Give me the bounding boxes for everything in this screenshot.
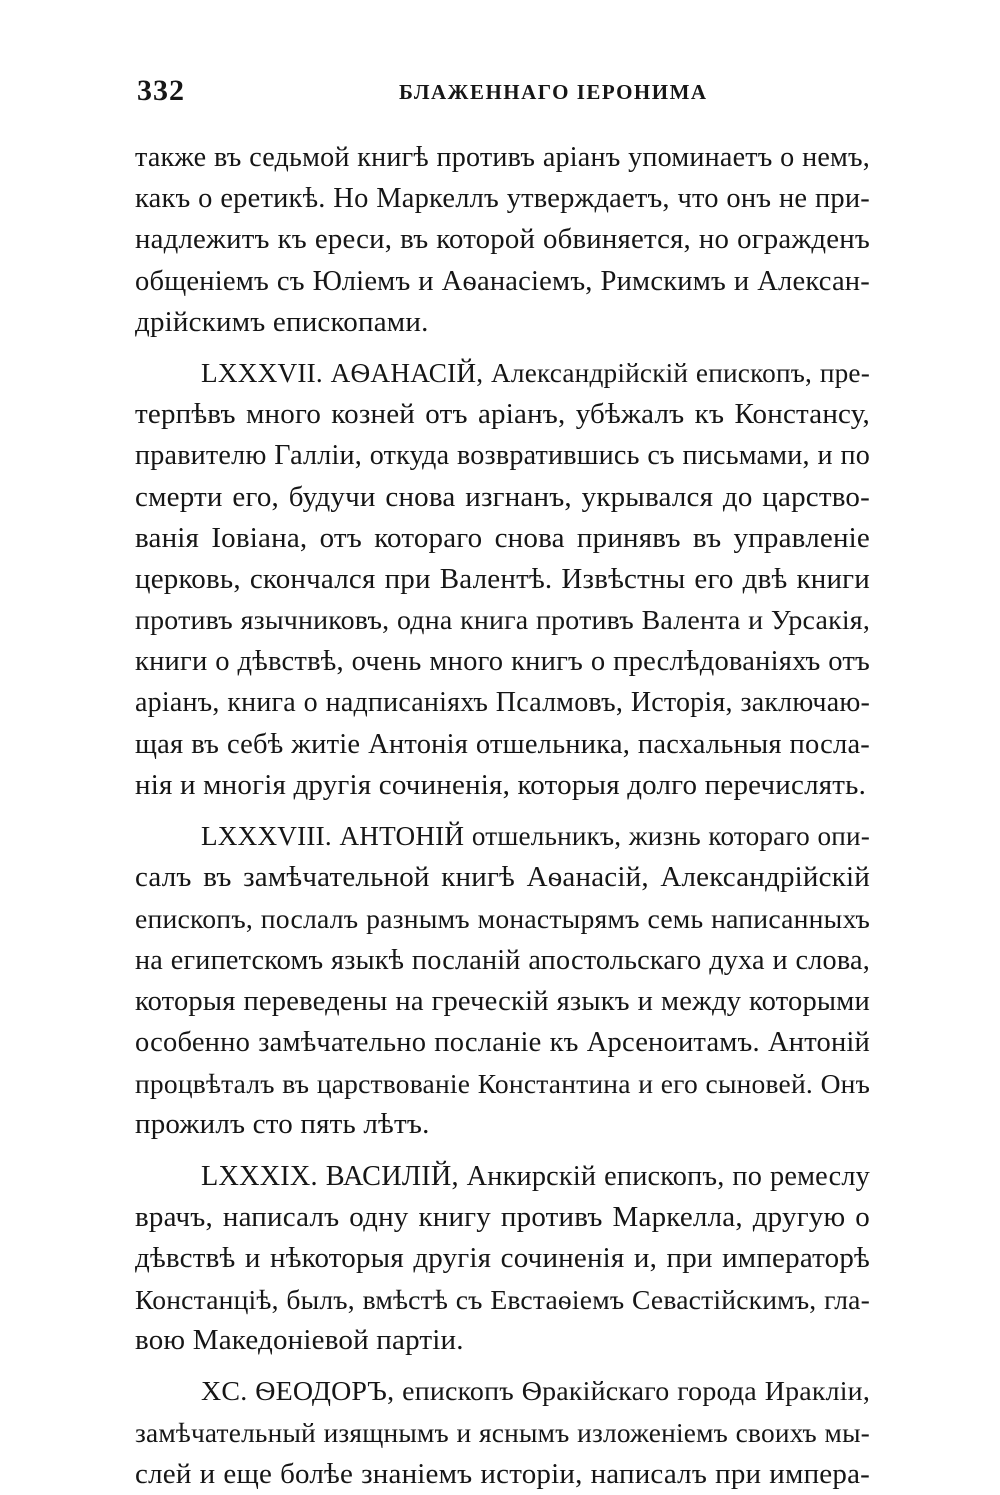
paragraph-1 <box>135 137 870 343</box>
text-line: щая въ себѣ житіе Антонія отшельника, пасхальныя посла- <box>135 728 870 760</box>
text-line: которыя переведены на греческій языкъ и между которыми <box>135 985 870 1017</box>
text-line: дрійскимъ епископами. <box>135 305 429 338</box>
text-line: надлежитъ къ ереси, въ которой обвиняется, но огражденъ <box>135 223 870 256</box>
text-line: на египетскомъ языкѣ посланій апостольскаго духа и слова, <box>135 944 870 976</box>
text-line: книги о дѣвствѣ, очень много книгъ о преслѣдованіяхъ отъ <box>135 646 870 678</box>
text-line: салъ въ замѣчательной книгѣ Аѳанасій, Александрійскій <box>135 861 870 894</box>
text-line: нія и многія другія сочиненія, которыя долго перечислять. <box>135 768 867 801</box>
paragraph-antony <box>135 816 870 1146</box>
paragraph-gap <box>135 1361 870 1371</box>
text-line: процвѣталъ въ царствованіе Константина и его сыновей. Онъ <box>135 1068 870 1100</box>
text-line: LXXXIX. ВАСИЛІЙ, Анкирскій епископъ, по ремеслу <box>201 1160 870 1192</box>
text-line: правителю Галліи, откуда возвратившись съ письмами, и по <box>135 440 870 472</box>
text-line: замѣчательный изящнымъ и яснымъ изложеніемъ своихъ мы- <box>135 1417 870 1448</box>
text-line: противъ язычниковъ, одна книга противъ Валента и Урсакія, <box>135 605 870 637</box>
paragraph-gap <box>135 1146 870 1156</box>
text-line: терпѣвъ много козней отъ аріанъ, убѣжалъ къ Констансу, <box>135 398 870 431</box>
text-line: XC. ѲЕОДОРЪ, епископъ Ѳракійскаго города Иракліи, <box>201 1376 870 1408</box>
running-title: БЛАЖЕННАГО ІЕРОНИМА <box>399 80 708 104</box>
text-line: аріанъ, книга о надписаніяхъ Псалмовъ, Исторія, заключаю- <box>135 687 870 719</box>
paragraph-athanasius <box>135 353 870 806</box>
page-header <box>137 74 870 108</box>
text-line: какъ о еретикѣ. Но Маркеллъ утверждаетъ, что онъ не при- <box>135 183 870 215</box>
text-line: Констанціѣ, былъ, вмѣстѣ съ Евстаѳіемъ Севастійскимъ, гла- <box>135 1284 870 1316</box>
text-line: особенно замѣчательно посланіе къ Арсеноитамъ. Антоній <box>135 1026 870 1058</box>
paragraph-gap <box>135 806 870 816</box>
text-line: дѣвствѣ и нѣкоторыя другія сочиненія и, при императорѣ <box>135 1241 870 1274</box>
text-line: общеніемъ съ Юліемъ и Аѳанасіемъ, Римскимъ и Алексан- <box>135 265 870 297</box>
text-line: LXXXVIII. АНТОНІЙ отшельникъ, жизнь котораго опи- <box>201 821 870 851</box>
text-line: слей и еще болѣе знаніемъ исторіи, написалъ при импера- <box>135 1457 870 1490</box>
text-line: прожилъ сто пять лѣтъ. <box>135 1108 430 1141</box>
text-line: ванія Іовіана, отъ котораго снова принявъ въ управленіе <box>135 521 870 554</box>
text-line: церковь, скончался при Валентѣ. Извѣстны его двѣ книги <box>135 562 870 595</box>
text-line: LXXXVII. АѲАНАСІЙ, Александрійскій епископъ, пре- <box>201 357 870 388</box>
page-number: 332 <box>137 74 185 107</box>
text-line: вою Македоніевой партіи. <box>135 1324 464 1357</box>
paragraph-basil <box>135 1156 870 1362</box>
paragraph-gap <box>135 343 870 353</box>
text-line: смерти его, будучи снова изгнанъ, укрывался до царство- <box>135 480 870 513</box>
text-line: епископъ, послалъ разнымъ монастырямъ семь написанныхъ <box>135 903 870 935</box>
body-text <box>135 137 870 1495</box>
text-line: врачъ, написалъ одну книгу противъ Маркелла, другую о <box>135 1200 870 1233</box>
paragraph-theodore <box>135 1371 870 1495</box>
text-line: также въ седьмой книгѣ противъ аріанъ упоминаетъ о немъ, <box>135 142 870 173</box>
